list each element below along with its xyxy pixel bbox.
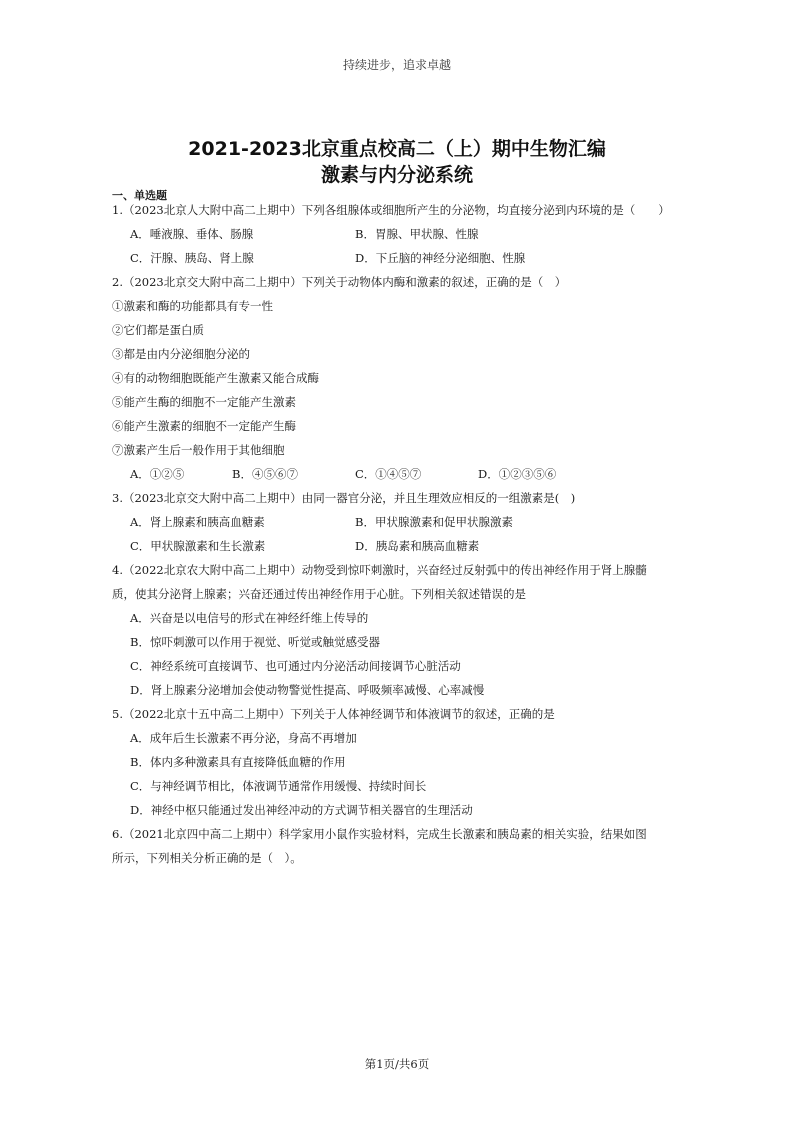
- question-5-option-b: B．体内多种激素具有直接降低血糖的作用: [130, 755, 346, 769]
- question-2-statement-6: ⑥能产生激素的细胞不一定能产生酶: [112, 419, 296, 433]
- question-1-option-a: A．唾液腺、垂体、肠腺: [130, 227, 254, 241]
- question-1-stem: 1.（2023北京人大附中高二上期中）下列各组腺体或细胞所产生的分泌物，均直接分泌到内环境的是（ ）: [112, 203, 670, 217]
- question-3-option-d: D．胰岛素和胰高血糖素: [355, 539, 480, 553]
- question-2-option-c: C．①④⑤⑦: [355, 467, 422, 481]
- question-3-option-b: B．甲状腺激素和促甲状腺激素: [355, 515, 513, 529]
- question-2-statement-1: ①激素和酶的功能都具有专一性: [112, 299, 273, 313]
- question-3-option-a: A．肾上腺素和胰高血糖素: [130, 515, 265, 529]
- question-1-option-d: D．下丘脑的神经分泌细胞、性腺: [355, 251, 526, 265]
- question-1-option-c: C．汗腺、胰岛、肾上腺: [130, 251, 254, 265]
- question-4-stem-line1: 4.（2022北京农大附中高二上期中）动物受到惊吓刺激时，兴奋经过反射弧中的传出神经作用于肾上腺髓: [112, 563, 647, 577]
- question-2-option-d: D．①②③⑤⑥: [478, 467, 557, 481]
- page-footer: 第1页/共6页: [364, 1057, 430, 1071]
- question-5-option-c: C．与神经调节相比，体液调节通常作用缓慢、持续时间长: [130, 779, 427, 793]
- question-2-statement-3: ③都是由内分泌细胞分泌的: [112, 347, 250, 361]
- question-6-stem-line2: 所示，下列相关分析正确的是（ ）。: [112, 851, 302, 865]
- question-2-stem: 2.（2023北京交大附中高二上期中）下列关于动物体内酶和激素的叙述，正确的是（ ）: [112, 275, 567, 289]
- question-5-option-a: A．成年后生长激素不再分泌，身高不再增加: [130, 731, 357, 745]
- question-2-statement-7: ⑦激素产生后一般作用于其他细胞: [112, 443, 285, 457]
- section-heading: 一、单选题: [112, 189, 167, 202]
- question-3-option-c: C．甲状腺激素和生长激素: [130, 539, 266, 553]
- question-2-statement-2: ②它们都是蛋白质: [112, 323, 204, 337]
- document-title-line2: 激素与内分泌系统: [320, 164, 473, 186]
- question-2-statement-4: ④有的动物细胞既能产生激素又能合成酶: [112, 371, 319, 385]
- question-4-option-c: C．神经系统可直接调节、也可通过内分泌活动间接调节心脏活动: [130, 659, 461, 673]
- question-4-option-b: B．惊吓刺激可以作用于视觉、听觉或触觉感受器: [130, 635, 380, 649]
- question-5-stem: 5.（2022北京十五中高二上期中）下列关于人体神经调节和体液调节的叙述，正确的是: [112, 707, 555, 721]
- question-4-option-a: A．兴奋是以电信号的形式在神经纤维上传导的: [130, 611, 369, 625]
- page-header: 持续进步，追求卓越: [342, 58, 451, 72]
- question-6-stem-line1: 6.（2021北京四中高二上期中）科学家用小鼠作实验材料，完成生长激素和胰岛素的相关实验，结果如图: [112, 827, 647, 841]
- question-2-statement-5: ⑤能产生酶的细胞不一定能产生激素: [112, 395, 296, 409]
- question-3-stem: 3.（2023北京交大附中高二上期中）由同一器官分泌，并且生理效应相反的一组激素是( ): [112, 491, 576, 505]
- question-4-stem-line2: 质，使其分泌肾上腺素；兴奋还通过传出神经作用于心脏。下列相关叙述错误的是: [112, 587, 526, 601]
- question-5-option-d: D．神经中枢只能通过发出神经冲动的方式调节相关器官的生理活动: [130, 803, 473, 817]
- question-2-option-b: B．④⑤⑥⑦: [232, 467, 298, 481]
- question-1-option-b: B．胃腺、甲状腺、性腺: [355, 227, 479, 241]
- document-title-line1: 2021-2023北京重点校高二（上）期中生物汇编: [188, 138, 606, 160]
- question-4-option-d: D．肾上腺素分泌增加会使动物警觉性提高、呼吸频率减慢、心率减慢: [130, 683, 485, 697]
- question-2-option-a: A．①②⑤: [130, 467, 185, 481]
